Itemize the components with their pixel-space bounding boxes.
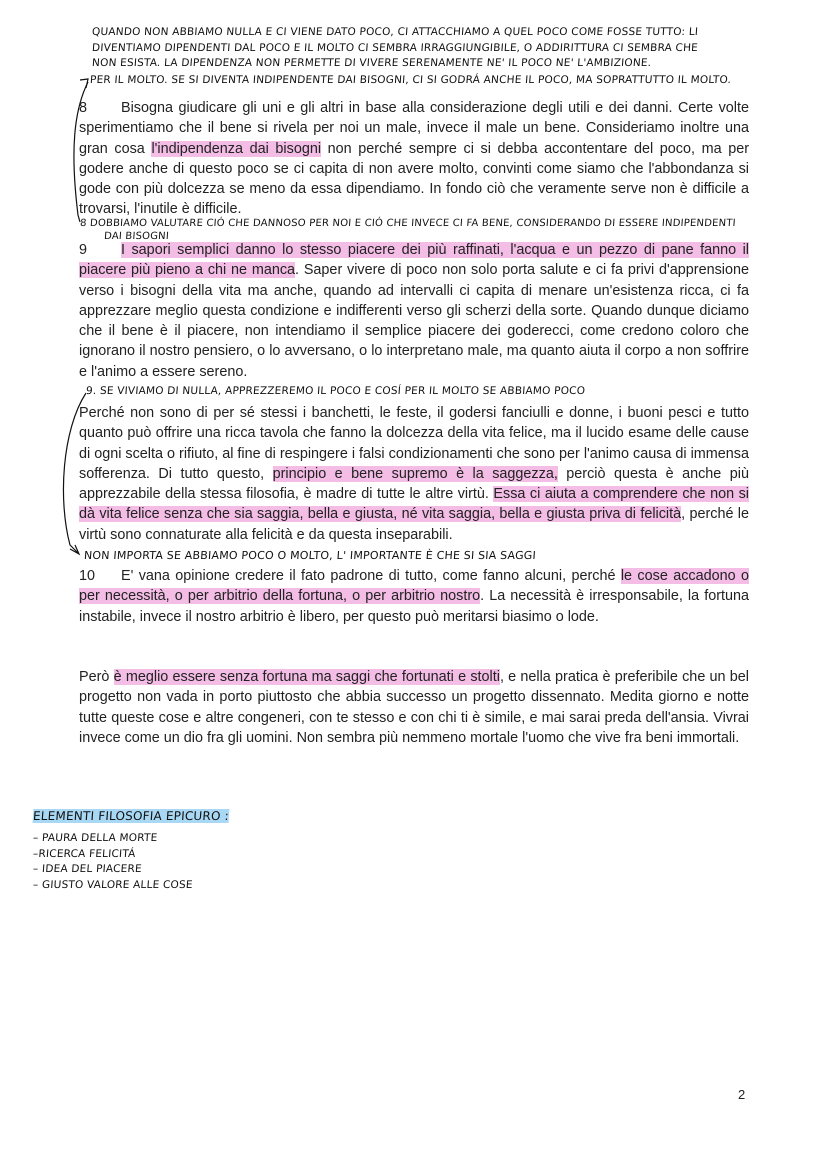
- paragraph-number: 9: [79, 242, 88, 258]
- list-item: – PAURA DELLA MORTE: [32, 832, 158, 844]
- highlighted-text: Essa ci aiuta a comprendere che non si dà vita felice senza che sia saggia, bella e giusta, né vita saggia, bella e giusta priva di felicità: [79, 486, 749, 523]
- handwritten-note-line: NON ESISTA. LA DIPENDENZA NON PERMETTE DI VIVERE SERENAMENTE NE' IL POCO NE' L'AMBIZIONE.: [91, 57, 652, 69]
- list-item: – IDEA DEL PIACERE: [32, 863, 143, 875]
- page-number: 2: [738, 1087, 746, 1102]
- highlighted-title: ELEMENTI FILOSOFIA EPICURO :: [32, 809, 230, 823]
- highlighted-text: principio e bene supremo è la saggezza,: [272, 465, 558, 482]
- handwritten-note-saggi: NON IMPORTA SE ABBIAMO POCO O MOLTO, L' IMPORTANTE È CHE SI SIA SAGGI: [83, 549, 537, 562]
- text-span: perciò questa è anche più apprezzabile della stessa filosofia, è madre di tutte le altre virtù.: [79, 465, 749, 503]
- text-span: E' vana opinione credere il fato padrone di tutto, come fanno alcuni, perché: [121, 568, 621, 584]
- text-span: . La necessità è irresponsabile, la fortuna instabile, invece il nostro arbitrio è libero, per questo può meritarsi biasimo o lode.: [79, 588, 749, 625]
- text-span: non perché sempre ci si debba accontentare del poco, ma per godere anche di questo poco se ci capita di non avere molto, convinti come siamo che l'abbondanza si gode con più dolcezza se meno da essa dipendiamo. In fondo ciò che veramente serve non è difficile a trovarsi, l'inutile è difficile.: [79, 140, 749, 218]
- paragraph-9: [79, 240, 749, 382]
- text-span: . Saper vivere di poco non solo porta salute e ci fa privi d'apprensione verso i bisogni della vita ma anche, quando ad intervalli ci capita di menare un'esistenza ricca, ci fa apprezzare meglio questa condizione e indifferenti verso gli scherzi della sorte. Quando dunque diciamo che il bene è il piacere, non intendiamo il semplice piacere dei goderecci, come credono coloro che ignorano il nostro pensiero, o lo avversano, o lo interpretano male, ma quanto aiuta il corpo a non soffrire e l'animo a essere sereno.: [79, 262, 750, 380]
- text-span: Bisogna giudicare gli uni e gli altri in base alla considerazione degli utili e dei danni. Certe volte sperimentiamo che il bene si rivela per noi un male, invece il male un bene. Consideriamo inoltre una gran cosa: [79, 100, 749, 157]
- handwritten-note-9: 9. SE VIVIAMO DI NULLA, APPREZZEREMO IL POCO E COSÍ PER IL MOLTO SE ABBIAMO POCO: [85, 385, 586, 397]
- list-item: –RICERCA FELICITÁ: [32, 847, 136, 860]
- text-span: Però: [79, 669, 114, 685]
- elements-list: [33, 833, 193, 895]
- highlighted-text: l'indipendenza dai bisogni: [151, 140, 322, 157]
- elements-title: [33, 810, 230, 822]
- handwritten-note-line: DIVENTIAMO DIPENDENTI DAL POCO E IL MOLTO CI SEMBRA IRRAGGIUNGIBILE, O ADDIRITTURA CI SEMBRA CHE: [91, 42, 699, 54]
- arrow-head-top: [80, 79, 88, 88]
- text-span: , e nella pratica è preferibile che un bel progetto non vada in porto piuttosto che abbia successo un progetto dissennato. Medita giorno e notte tutte queste cose e altre congeneri, con te stesso e con chi ti è simile, e mai sarai preda dell'ansia. Vivrai invece come un dio fra gli uomini. Non sembra più nemmeno mortale l'uomo che vive fra beni immortali.: [79, 669, 749, 746]
- highlighted-text: le cose accadono o per necessità, o per arbitrio della fortuna, o per arbitrio nostro: [79, 568, 749, 605]
- text-span: , perché le virtù sono connaturate alla felicità e da questa inseparabili.: [79, 506, 750, 543]
- highlighted-text: I sapori semplici danno lo stesso piacere dei più raffinati, l'acqua e un pezzo di pane fanno il piacere più pieno a chi ne manca: [79, 242, 749, 279]
- paragraph-number: 10: [79, 568, 96, 584]
- list-item: – GIUSTO VALORE ALLE COSE: [32, 878, 194, 891]
- paragraph-8: [79, 98, 749, 220]
- text-span: Perché non sono di per sé stessi i banchetti, le feste, il godersi fanciulli e donne, i buoni pesci e tutto quanto può offrire una ricca tavola che fanno la dolcezza della vita felice, ma il lucido esame delle cause di ogni scelta o rifiuto, al fine di respingere i falsi condizionamenti che sono per l'animo causa di immensa sofferenza. Di tutto questo,: [79, 405, 749, 482]
- handwritten-note-line: PER IL MOLTO. SE SI DIVENTA INDIPENDENTE DAI BISOGNI, CI SI GODRÁ ANCHE IL POCO, MA SOPRATTUTTO IL MOLTO.: [89, 74, 732, 86]
- paragraph-9-continued: [79, 403, 749, 545]
- handwritten-note-8: 8 DOBBIAMO VALUTARE CIÓ CHE DANNOSO PER NOI E CIÓ CHE INVECE CI FA BENE, CONSIDERANDO DI ESSERE INDIPENDENTI: [79, 218, 737, 229]
- handwritten-note-8-cont: DAI BISOGNI: [103, 231, 170, 242]
- paragraph-10: [79, 566, 749, 627]
- handwritten-note-line: QUANDO NON ABBIAMO NULLA E CI VIENE DATO POCO, CI ATTACCHIAMO A QUEL POCO COME FOSSE TUTTO: LI: [91, 26, 699, 38]
- paragraph-11: [79, 667, 749, 748]
- paragraph-number: 8: [79, 100, 88, 116]
- highlighted-text: è meglio essere senza fortuna ma saggi che fortunati e stolti: [113, 669, 500, 685]
